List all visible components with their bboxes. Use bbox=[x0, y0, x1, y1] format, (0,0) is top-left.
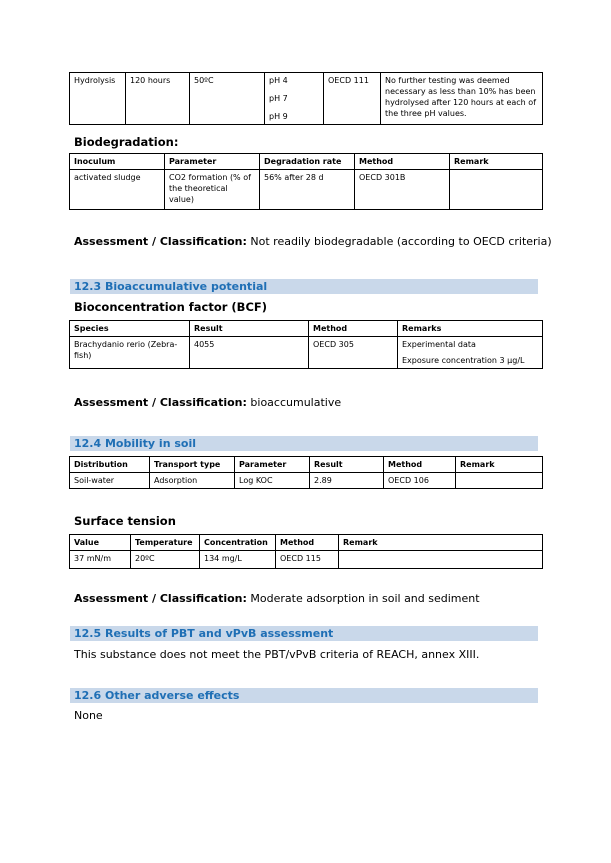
table-cell: Soil-water bbox=[70, 473, 150, 489]
bcf-assessment bbox=[74, 396, 341, 409]
table-cell: activated sludge bbox=[70, 170, 165, 210]
remark-line: Experimental data bbox=[402, 340, 476, 349]
table-row bbox=[70, 551, 543, 569]
table-cell: 20ºC bbox=[131, 551, 200, 569]
column-header: Method bbox=[309, 321, 398, 337]
table-row bbox=[70, 170, 543, 210]
section-heading-12-5: 12.5 Results of PBT and vPvB assessment bbox=[70, 626, 538, 641]
remark-line: Exposure concentration 3 µg/L bbox=[402, 356, 525, 365]
section-heading-12-4: 12.4 Mobility in soil bbox=[70, 436, 538, 451]
column-header: Result bbox=[310, 457, 384, 473]
mobility-table bbox=[69, 456, 543, 489]
hydrolysis-temperature: 50ºC bbox=[190, 73, 265, 125]
table-cell: 134 mg/L bbox=[200, 551, 276, 569]
hydrolysis-test: Hydrolysis bbox=[70, 73, 126, 125]
section-heading-12-6: 12.6 Other adverse effects bbox=[70, 688, 538, 703]
column-header: Temperature bbox=[131, 535, 200, 551]
table-cell: 2.89 bbox=[310, 473, 384, 489]
assessment-label: Assessment / Classification: bbox=[74, 235, 247, 248]
column-header: Remark bbox=[456, 457, 543, 473]
column-header: Inoculum bbox=[70, 154, 165, 170]
hydrolysis-table bbox=[69, 72, 543, 125]
table-cell: 4055 bbox=[190, 337, 309, 369]
assessment-value: Not readily biodegradable (according to OECD criteria) bbox=[246, 235, 552, 248]
table-cell bbox=[339, 551, 543, 569]
column-header: Method bbox=[276, 535, 339, 551]
surface-tension-heading: Surface tension bbox=[74, 514, 176, 528]
assessment-label: Assessment / Classification: bbox=[74, 396, 247, 409]
table-header-row bbox=[70, 154, 543, 170]
pbt-assessment-text: This substance does not meet the PBT/vPvB criteria of REACH, annex XIII. bbox=[74, 648, 480, 661]
table-cell bbox=[456, 473, 543, 489]
assessment-value: bioaccumulative bbox=[246, 396, 342, 409]
column-header: Result bbox=[190, 321, 309, 337]
hydrolysis-remark: No further testing was deemed necessary as less than 10% has been hydrolysed after 120 hours at each of the three pH values. bbox=[381, 73, 543, 125]
table-header-row bbox=[70, 457, 543, 473]
biodegradation-heading: Biodegradation: bbox=[74, 135, 179, 149]
ph-value: pH 4 bbox=[269, 76, 288, 85]
table-header-row bbox=[70, 321, 543, 337]
bcf-table bbox=[69, 320, 543, 369]
table-row bbox=[70, 73, 543, 125]
column-header: Parameter bbox=[165, 154, 260, 170]
table-cell: OECD 106 bbox=[384, 473, 456, 489]
column-header: Degradation rate bbox=[260, 154, 355, 170]
column-header: Transport type bbox=[150, 457, 235, 473]
ph-value: pH 7 bbox=[269, 94, 288, 103]
column-header: Remark bbox=[450, 154, 543, 170]
table-cell: OECD 305 bbox=[309, 337, 398, 369]
mobility-assessment bbox=[74, 592, 480, 605]
table-cell bbox=[450, 170, 543, 210]
table-cell: Brachydanio rerio (Zebra-fish) bbox=[70, 337, 190, 369]
table-row bbox=[70, 337, 543, 369]
table-cell: Adsorption bbox=[150, 473, 235, 489]
surface-tension-table bbox=[69, 534, 543, 569]
biodegradation-table bbox=[69, 153, 543, 210]
hydrolysis-method: OECD 111 bbox=[324, 73, 381, 125]
hydrolysis-ph bbox=[265, 73, 324, 125]
column-header: Distribution bbox=[70, 457, 150, 473]
column-header: Value bbox=[70, 535, 131, 551]
column-header: Method bbox=[384, 457, 456, 473]
other-effects-text: None bbox=[74, 709, 103, 722]
table-cell: OECD 301B bbox=[355, 170, 450, 210]
table-cell: Log KOC bbox=[235, 473, 310, 489]
assessment-label: Assessment / Classification: bbox=[74, 592, 247, 605]
biodegradation-assessment bbox=[74, 235, 552, 248]
assessment-value: Moderate adsorption in soil and sediment bbox=[246, 592, 480, 605]
column-header: Remark bbox=[339, 535, 543, 551]
column-header: Remarks bbox=[398, 321, 543, 337]
column-header: Concentration bbox=[200, 535, 276, 551]
table-cell: 56% after 28 d bbox=[260, 170, 355, 210]
remarks-cell bbox=[398, 337, 543, 369]
column-header: Parameter bbox=[235, 457, 310, 473]
table-cell: 37 mN/m bbox=[70, 551, 131, 569]
table-row bbox=[70, 473, 543, 489]
section-heading-12-3: 12.3 Bioaccumulative potential bbox=[70, 279, 538, 294]
table-header-row bbox=[70, 535, 543, 551]
bcf-heading: Bioconcentration factor (BCF) bbox=[74, 300, 268, 314]
table-cell: OECD 115 bbox=[276, 551, 339, 569]
ph-value: pH 9 bbox=[269, 112, 288, 121]
hydrolysis-duration: 120 hours bbox=[126, 73, 190, 125]
table-cell: CO2 formation (% of the theoretical value) bbox=[165, 170, 260, 210]
column-header: Method bbox=[355, 154, 450, 170]
column-header: Species bbox=[70, 321, 190, 337]
